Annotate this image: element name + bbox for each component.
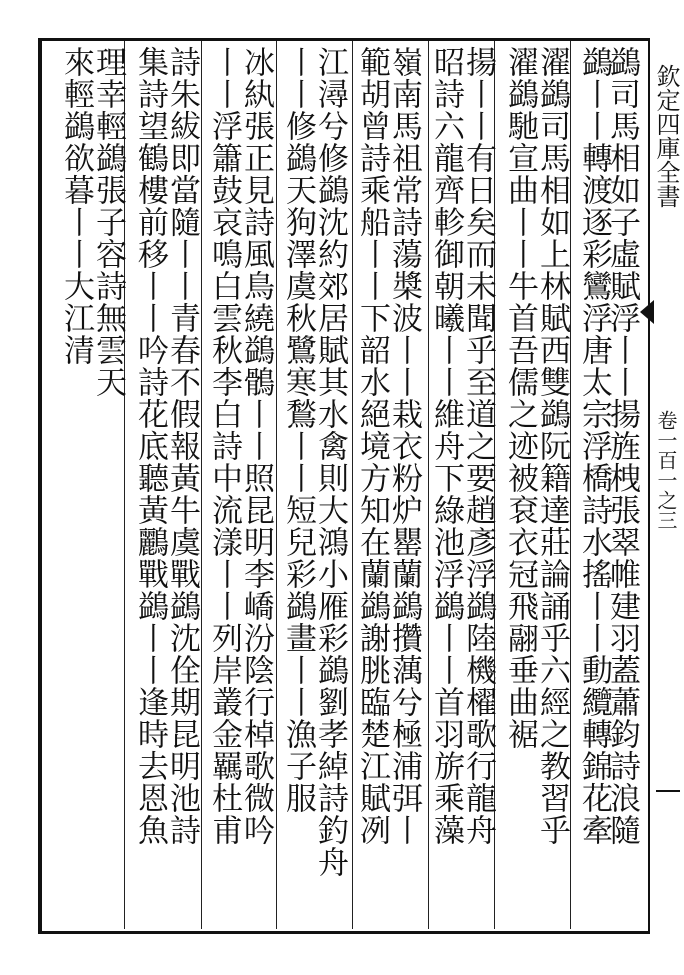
text-column-13: 詩朱紱即當隨丨丨青春不假報黃牛虞戰鷁沈佺期昆明池詩 [164,46,200,846]
page-border-right [648,38,650,934]
text-column-2: 鷁丨丨轉渡逐彩鸞浮唐太宗浮橋詩水搖丨丨動纜轉錦花牽 [576,46,612,846]
text-column-6: 昭詩六龍齊軫御朝曦丨丨維舟下綠池浮鷁丨丨首羽旂乘藻 [428,46,464,846]
margin-section: 卷一百一之三 [654,410,678,530]
text-column-8: 範胡曾詩乘船丨丨下韶水絕境方知在蘭鷁謝朓臨楚江賦冽 [354,46,390,846]
text-column-5: 揚丨丨有日矣而未聞乎至道之要趙彥浮鷁陸機櫂歌行龍舟 [460,46,496,846]
text-column-14: 集詩望鶴樓前移丨丨吟詩花底聽黃鸝戰鷁丨丨逢時去恩魚 [132,46,168,846]
text-column-15: 理幸輕鷁張子容詩無雲天 [90,46,126,398]
margin-rule [656,790,680,792]
text-column-1: 鷁司馬相如子虛賦浮丨丨揚旌栧張翠帷建羽蓋蕭鈞詩浪隨 [604,46,640,846]
text-column-3: 濯鷁司馬相如上林賦西雙鷁阮籍達莊論誦乎六經之教習乎 [534,46,570,846]
text-column-7: 嶺南馬祖常詩蕩槳波丨丨栽衣粉炉罌蘭鷁攢蕅兮極浦弭丨 [386,46,422,846]
text-column-12: 丨丨浮簫鼓哀鳴白雲秋李白詩中流漾丨丨列岸叢金羈杜甫 [206,46,242,846]
text-column-4: 濯鷁馳宣曲丨丨牛首吾儒之迹被袞衣冠飛翮垂曲裾 [502,46,538,750]
margin-title: 欽定四庫全書 [652,64,680,208]
fish-tail-mark-icon [640,300,654,324]
text-column-11: 冰紈張正見詩風鳥繞鷁鶻丨丨照昆明李嶠汾陰行棹歌微吟 [238,46,274,846]
text-column-16: 來輕鷁欲暮丨丨大江清 [58,46,94,366]
text-column-10: 丨丨修鷁天狗澤虞秋鷺寒鶖丨丨短兒彩鷁畫丨丨漁子服 [280,46,316,814]
text-column-9: 江潯兮修鷁沈約郊居賦其水禽則大鴻小雁彩鷁劉孝綽詩釣舟 [312,46,348,878]
